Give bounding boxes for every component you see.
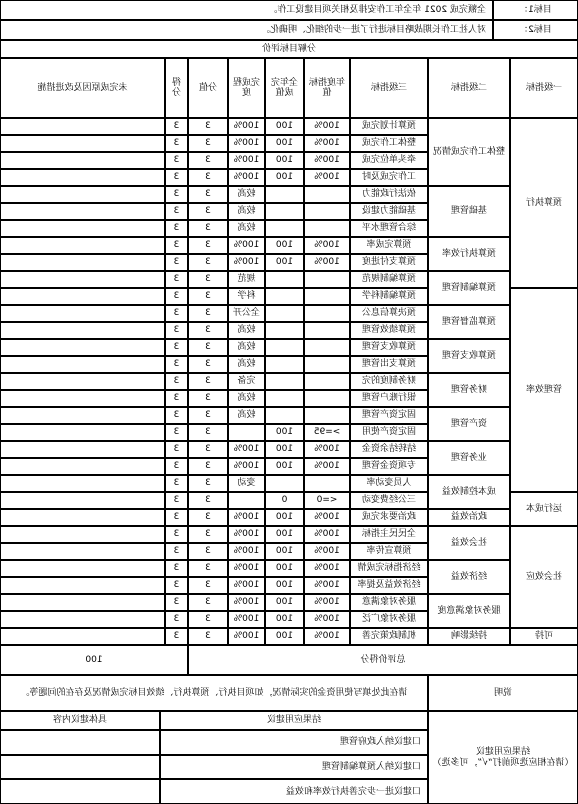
row-degree xyxy=(228,424,265,441)
row-indicator: 固定资产管理 xyxy=(350,407,428,424)
row-target: <=0 xyxy=(304,492,350,509)
row-weight: 3 xyxy=(188,322,228,339)
row-indicator: 服务对象满意 xyxy=(350,594,428,611)
row-reason xyxy=(0,577,165,594)
explanation-label: 说明 xyxy=(428,675,578,711)
row-degree: 100% xyxy=(228,526,265,543)
row-indicator: 财务制度的完 xyxy=(350,373,428,390)
row-degree: 较高 xyxy=(228,220,265,237)
row-target xyxy=(304,356,350,373)
level1-cell: 预算执行 xyxy=(510,118,578,288)
row-degree: 100% xyxy=(228,577,265,594)
row-target xyxy=(304,288,350,305)
row-reason xyxy=(0,458,165,475)
row-reason xyxy=(0,543,165,560)
row-score: 3 xyxy=(165,254,188,271)
row-score: 3 xyxy=(165,509,188,526)
row-reason xyxy=(0,237,165,254)
row-reason xyxy=(0,611,165,628)
row-actual: 100 xyxy=(265,577,304,594)
row-actual: 100 xyxy=(265,560,304,577)
suggestion-detail xyxy=(0,755,160,780)
row-actual xyxy=(265,220,304,237)
level2-cell: 社会效益 xyxy=(428,526,510,560)
row-score: 3 xyxy=(165,441,188,458)
level1-cell: 社会效应 xyxy=(510,526,578,628)
row-indicator: 依法行政能力 xyxy=(350,186,428,203)
row-score: 3 xyxy=(165,543,188,560)
row-reason xyxy=(0,152,165,169)
row-target: 100% xyxy=(304,577,350,594)
row-target: 100% xyxy=(304,611,350,628)
row-weight: 3 xyxy=(188,424,228,441)
row-weight: 3 xyxy=(188,543,228,560)
explanation-text: 请在此处填写使用资金的实际情况，如项目执行、预算执行、绩效目标完成情况及存在的问题等。 xyxy=(0,675,428,711)
row-weight: 3 xyxy=(188,203,228,220)
row-degree: 完备 xyxy=(228,373,265,390)
level2-cell: 预算监督管理 xyxy=(428,305,510,339)
row-target: 100% xyxy=(304,135,350,152)
row-target: 100% xyxy=(304,543,350,560)
row-reason xyxy=(0,322,165,339)
row-target: 100% xyxy=(304,118,350,135)
row-weight: 3 xyxy=(188,220,228,237)
row-actual: 100 xyxy=(265,169,304,186)
row-actual: 100 xyxy=(265,135,304,152)
row-actual xyxy=(265,288,304,305)
row-target xyxy=(304,339,350,356)
level2-cell: 政治效益 xyxy=(428,509,510,526)
row-reason xyxy=(0,288,165,305)
row-weight: 3 xyxy=(188,271,228,288)
row-score: 3 xyxy=(165,628,188,645)
row-score: 3 xyxy=(165,135,188,152)
total-label: 总评价得分 xyxy=(188,645,578,675)
row-target xyxy=(304,373,350,390)
row-reason xyxy=(0,203,165,220)
row-weight: 3 xyxy=(188,611,228,628)
row-target: 100% xyxy=(304,152,350,169)
row-weight: 3 xyxy=(188,373,228,390)
row-indicator: 预算支出管理 xyxy=(350,356,428,373)
row-degree: 较高 xyxy=(228,322,265,339)
row-target: 100% xyxy=(304,509,350,526)
row-actual: 100 xyxy=(265,118,304,135)
row-indicator: 预算宣传率 xyxy=(350,543,428,560)
row-score: 3 xyxy=(165,186,188,203)
row-target: 100% xyxy=(304,560,350,577)
header-weight: 分值 xyxy=(188,58,228,118)
row-indicator: 预算支付进度 xyxy=(350,254,428,271)
row-reason xyxy=(0,169,165,186)
row-degree: 较高 xyxy=(228,407,265,424)
row-reason xyxy=(0,475,165,492)
row-reason xyxy=(0,356,165,373)
level2-cell: 基础管理 xyxy=(428,186,510,237)
row-target xyxy=(304,220,350,237)
row-indicator: 预决算信息公 xyxy=(350,305,428,322)
row-actual: 100 xyxy=(265,441,304,458)
level2-cell: 预算执行效率 xyxy=(428,237,510,271)
row-score: 3 xyxy=(165,492,188,509)
row-indicator: 经济指标完成情 xyxy=(350,560,428,577)
level2-cell: 成本控制效益 xyxy=(428,475,510,509)
level2-cell: 整体工作完成情况 xyxy=(428,118,510,186)
row-reason xyxy=(0,118,165,135)
row-target: 100% xyxy=(304,628,350,645)
row-target: 100% xyxy=(304,169,350,186)
row-reason xyxy=(0,220,165,237)
row-actual xyxy=(265,271,304,288)
row-degree: 100% xyxy=(228,254,265,271)
row-weight: 3 xyxy=(188,628,228,645)
row-actual: 0 xyxy=(265,492,304,509)
row-score: 3 xyxy=(165,288,188,305)
level2-cell: 持续影响 xyxy=(428,628,510,645)
level2-cell: 预算收支管理 xyxy=(428,339,510,373)
row-actual: 100 xyxy=(265,526,304,543)
row-degree: 100% xyxy=(228,118,265,135)
row-reason xyxy=(0,628,165,645)
row-actual: 100 xyxy=(265,628,304,645)
row-reason xyxy=(0,594,165,611)
row-weight: 3 xyxy=(188,577,228,594)
row-weight: 3 xyxy=(188,526,228,543)
row-degree: 100% xyxy=(228,135,265,152)
row-degree: 100% xyxy=(228,169,265,186)
row-actual xyxy=(265,339,304,356)
row-score: 3 xyxy=(165,203,188,220)
row-indicator: 牵头单位完成 xyxy=(350,152,428,169)
row-indicator: 预算编制规范 xyxy=(350,271,428,288)
row-weight: 3 xyxy=(188,288,228,305)
row-score: 3 xyxy=(165,237,188,254)
row-degree: 科学 xyxy=(228,288,265,305)
row-indicator: 银行账户管理 xyxy=(350,390,428,407)
row-weight: 3 xyxy=(188,305,228,322)
row-actual xyxy=(265,390,304,407)
header-level2: 二级指标 xyxy=(428,58,510,118)
suggestion-item: 口建议纳入预算编制管理 xyxy=(160,755,428,780)
row-weight: 3 xyxy=(188,135,228,152)
row-indicator: 预算编制科学 xyxy=(350,288,428,305)
row-degree: 100% xyxy=(228,611,265,628)
row-weight: 3 xyxy=(188,594,228,611)
row-reason xyxy=(0,390,165,407)
row-actual: 100 xyxy=(265,594,304,611)
row-indicator: 三公经费变动 xyxy=(350,492,428,509)
row-score: 3 xyxy=(165,339,188,356)
row-actual: 100 xyxy=(265,424,304,441)
row-reason xyxy=(0,560,165,577)
row-degree: 较高 xyxy=(228,186,265,203)
row-weight: 3 xyxy=(188,441,228,458)
row-degree xyxy=(228,492,265,509)
row-degree: 全公开 xyxy=(228,305,265,322)
row-reason xyxy=(0,407,165,424)
row-degree: 100% xyxy=(228,152,265,169)
row-indicator: 预算收支管理 xyxy=(350,339,428,356)
row-score: 3 xyxy=(165,118,188,135)
row-weight: 3 xyxy=(188,254,228,271)
row-score: 3 xyxy=(165,407,188,424)
row-score: 3 xyxy=(165,356,188,373)
row-score: 3 xyxy=(165,560,188,577)
level1-cell: 可持 xyxy=(510,628,578,645)
row-score: 3 xyxy=(165,322,188,339)
row-actual xyxy=(265,373,304,390)
suggestion-label xyxy=(428,711,578,804)
row-weight: 3 xyxy=(188,237,228,254)
row-actual xyxy=(265,305,304,322)
row-actual: 100 xyxy=(265,237,304,254)
row-actual xyxy=(265,203,304,220)
header-level3: 三级指标 xyxy=(350,58,428,118)
row-degree: 100% xyxy=(228,560,265,577)
row-target xyxy=(304,390,350,407)
row-reason xyxy=(0,271,165,288)
row-indicator: 机制政策完善 xyxy=(350,628,428,645)
suggestion-col-apply: 结果应用建议 xyxy=(160,711,428,730)
section-title: 分解目标评价 xyxy=(0,40,578,58)
row-target xyxy=(304,322,350,339)
row-degree: 变动 xyxy=(228,475,265,492)
goal-2-label: 目标2： xyxy=(493,20,578,40)
row-score: 3 xyxy=(165,424,188,441)
row-target: 100% xyxy=(304,594,350,611)
row-score: 3 xyxy=(165,458,188,475)
row-degree: 100% xyxy=(228,628,265,645)
row-indicator: 预算计划完成 xyxy=(350,118,428,135)
row-score: 3 xyxy=(165,305,188,322)
row-actual: 100 xyxy=(265,543,304,560)
row-degree: 100% xyxy=(228,543,265,560)
row-indicator: 预算完成率 xyxy=(350,237,428,254)
row-target: 100% xyxy=(304,254,350,271)
row-target: >=95 xyxy=(304,424,350,441)
row-target xyxy=(304,305,350,322)
row-score: 3 xyxy=(165,611,188,628)
level1-cell: 运行成本 xyxy=(510,492,578,526)
row-degree: 100% xyxy=(228,441,265,458)
row-reason xyxy=(0,254,165,271)
goal-1-text: 全额完成 2021 年全年工作安排及相关项目建设工作。 xyxy=(0,0,493,20)
row-actual xyxy=(265,475,304,492)
row-reason xyxy=(0,373,165,390)
row-weight: 3 xyxy=(188,509,228,526)
level2-cell: 资产管理 xyxy=(428,407,510,441)
row-weight: 3 xyxy=(188,492,228,509)
total-value: 100 xyxy=(0,645,188,675)
row-reason xyxy=(0,424,165,441)
row-actual: 100 xyxy=(265,254,304,271)
row-actual xyxy=(265,407,304,424)
row-weight: 3 xyxy=(188,560,228,577)
row-score: 3 xyxy=(165,526,188,543)
header-reason: 未完成原因及改进措施 xyxy=(0,58,165,118)
row-weight: 3 xyxy=(188,407,228,424)
row-actual xyxy=(265,356,304,373)
row-indicator: 政治要求完成 xyxy=(350,509,428,526)
row-actual xyxy=(265,322,304,339)
row-indicator: 服务对象广泛 xyxy=(350,611,428,628)
row-weight: 3 xyxy=(188,390,228,407)
row-score: 3 xyxy=(165,169,188,186)
level2-cell: 财务管理 xyxy=(428,373,510,407)
row-target: 100% xyxy=(304,458,350,475)
row-actual: 100 xyxy=(265,611,304,628)
row-score: 3 xyxy=(165,373,188,390)
row-indicator: 结转结余资金 xyxy=(350,441,428,458)
row-weight: 3 xyxy=(188,458,228,475)
row-target: 100% xyxy=(304,237,350,254)
row-target xyxy=(304,186,350,203)
row-indicator: 整体工作完成 xyxy=(350,135,428,152)
row-weight: 3 xyxy=(188,339,228,356)
row-score: 3 xyxy=(165,594,188,611)
row-indicator: 预算绩效管理 xyxy=(350,322,428,339)
suggestion-note: （请在相应选项前打“√”，可多选） xyxy=(432,757,574,768)
suggestion-detail xyxy=(0,730,160,755)
suggestion-title: 结果应用建议 xyxy=(476,747,531,758)
row-score: 3 xyxy=(165,475,188,492)
row-degree: 较高 xyxy=(228,356,265,373)
row-weight: 3 xyxy=(188,356,228,373)
row-reason xyxy=(0,135,165,152)
row-degree: 100% xyxy=(228,594,265,611)
row-weight: 3 xyxy=(188,475,228,492)
row-score: 3 xyxy=(165,271,188,288)
level1-cell: 管理效率 xyxy=(510,288,578,492)
suggestion-item: 口建议进一步完善执行效率和效益 xyxy=(160,779,428,804)
level2-cell: 预算编制管理 xyxy=(428,271,510,305)
row-target xyxy=(304,271,350,288)
row-actual: 100 xyxy=(265,509,304,526)
row-degree: 100% xyxy=(228,237,265,254)
row-weight: 3 xyxy=(188,186,228,203)
suggestion-detail xyxy=(0,779,160,804)
row-indicator: 全民民主指标 xyxy=(350,526,428,543)
row-target: 100% xyxy=(304,441,350,458)
row-degree: 较高 xyxy=(228,390,265,407)
row-reason xyxy=(0,186,165,203)
row-degree: 较高 xyxy=(228,203,265,220)
row-degree: 100% xyxy=(228,458,265,475)
row-weight: 3 xyxy=(188,118,228,135)
row-score: 3 xyxy=(165,390,188,407)
row-indicator: 专项资金管理 xyxy=(350,458,428,475)
header-score: 得分 xyxy=(165,58,188,118)
row-reason xyxy=(0,526,165,543)
row-degree: 100% xyxy=(228,509,265,526)
header-level1: 一级指标 xyxy=(510,58,578,118)
row-reason xyxy=(0,509,165,526)
row-reason xyxy=(0,492,165,509)
row-indicator: 综合管理水平 xyxy=(350,220,428,237)
row-target xyxy=(304,475,350,492)
row-actual: 100 xyxy=(265,458,304,475)
suggestion-item: 口建议纳入政府管理 xyxy=(160,730,428,755)
header-completion: 完成程度 xyxy=(228,58,265,118)
row-score: 3 xyxy=(165,577,188,594)
level2-cell: 服务对象满意度 xyxy=(428,594,510,628)
header-year-complete: 全年完成值 xyxy=(265,58,304,118)
row-degree: 规范 xyxy=(228,271,265,288)
row-indicator: 工作完成及时 xyxy=(350,169,428,186)
row-indicator: 人员变动率 xyxy=(350,475,428,492)
row-weight: 3 xyxy=(188,169,228,186)
row-score: 3 xyxy=(165,152,188,169)
row-reason xyxy=(0,339,165,356)
row-score: 3 xyxy=(165,220,188,237)
row-target xyxy=(304,407,350,424)
row-actual: 100 xyxy=(265,152,304,169)
row-indicator: 固定资产使用 xyxy=(350,424,428,441)
row-indicator: 基础能力建设 xyxy=(350,203,428,220)
row-target xyxy=(304,203,350,220)
row-weight: 3 xyxy=(188,152,228,169)
suggestion-col-detail: 具体建议内容 xyxy=(0,711,160,730)
header-annual-target: 年度指标值 xyxy=(304,58,350,118)
row-target: 100% xyxy=(304,526,350,543)
row-degree: 较高 xyxy=(228,339,265,356)
goal-1-label: 目标1： xyxy=(493,0,578,20)
row-reason xyxy=(0,441,165,458)
level2-cell: 业务管理 xyxy=(428,441,510,475)
row-actual xyxy=(265,186,304,203)
row-reason xyxy=(0,305,165,322)
goal-2-text: 对人社工作长期战略目标进行了进一步的细化、明确化。 xyxy=(0,20,493,40)
row-indicator: 经济效益及提率 xyxy=(350,577,428,594)
level2-cell: 经济效益 xyxy=(428,560,510,594)
